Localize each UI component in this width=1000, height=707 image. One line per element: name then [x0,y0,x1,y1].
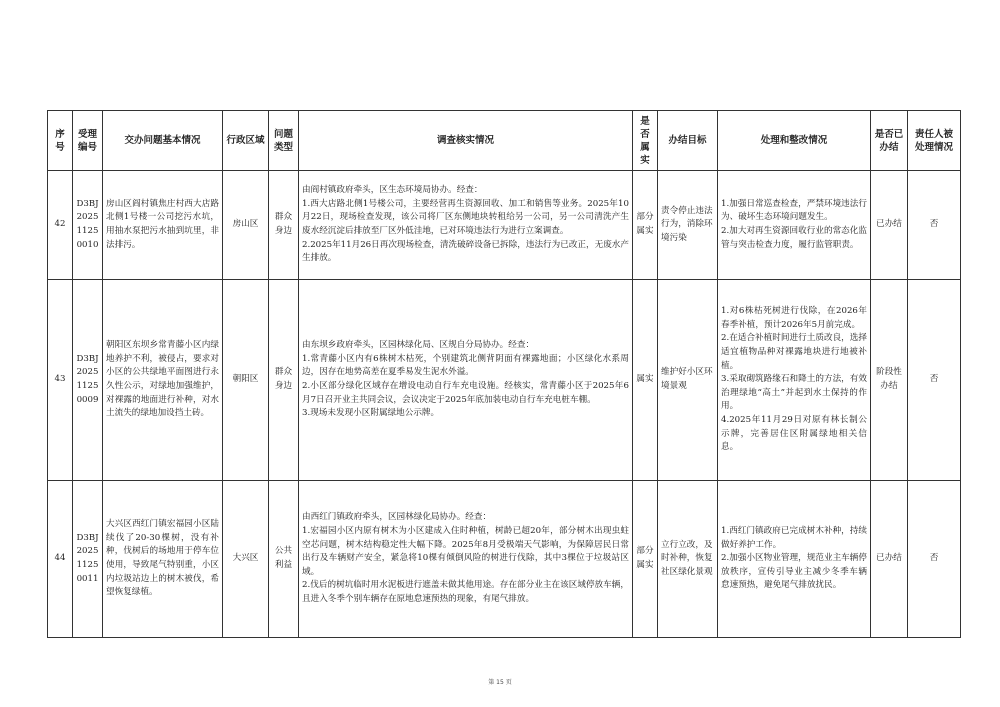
investigation-line: 2.2025年11月26日再次现场检查，清洗破碎设备已拆除，违法行为已改正，无废水产生排放。 [302,239,629,264]
handling-line: 1.对6株枯死树进行伐除，在2026年春季补植，预计2026年5月前完成。 [721,306,867,330]
investigation-line: 2.伐后的树坑临时用水泥板进行遮盖未做其他用途。存在部分业主在该区域停放车辆，且进入冬季个别车辆存在原地怠速预热的现象，有尾气排放。 [302,580,629,604]
cell-issue: 房山区阎村镇焦庄村西大店路北侧1号楼一公司挖污水坑，用抽水泵把污水抽到坑里，非法排污。 [103,171,223,280]
investigation-line: 由东坝乡政府牵头，区园林绿化局、区规自分局协办。经查： [302,340,535,351]
cell-responsible: 否 [908,171,961,280]
header-accept-no: 受理编号 [73,111,103,171]
cell-is-true: 属实 [633,280,658,481]
page-number: 第 15 页 [488,679,512,686]
cell-investigation [299,280,633,481]
cell-seq: 43 [48,280,73,481]
investigation-line: 由西红门镇政府牵头，区园林绿化局协办。经查： [302,512,492,523]
handling-line: 2.在适合补植时间进行土质改良，选择适宜植物品种对裸露地块进行地被补植。 [721,333,867,371]
investigation-line: 1.西大店路北侧1号楼公司，主要经营再生资源回收、加工和销售等业务。2025年10月22日，现场检查发现，该公司将厂区东侧地块转租给另一公司，另一公司清洗产生废水经沉淀后排放至厂区外低洼地，已对环境违法行为进行立案调查。 [302,198,629,236]
header-district: 行政区域 [223,111,269,171]
header-responsible: 责任人被处理情况 [908,111,961,171]
cell-goal: 维护好小区环境景观 [658,280,718,481]
cell-seq: 42 [48,171,73,280]
header-handling: 处理和整改情况 [718,111,871,171]
table-row [48,280,961,481]
cell-issue: 大兴区西红门镇宏福园小区陆续伐了20-30棵树，没有补种，伐树后的场地用于停车位使用，导致尾气特别重，小区内垃圾站边上的树木被伐，希望恢复绿植。 [103,481,223,638]
cell-district: 房山区 [223,171,269,280]
investigation-line: 1.宏福园小区内原有树木为小区建成入住时种植，树龄已超20年，部分树木出现虫蛀空芯问题，树木结构稳定性大幅下降。2025年8月受极端天气影响，为保障居民日常出行及车辆财产安全，紧急将10棵有倾倒风险的树进行伐除，其中3棵位于垃圾站区域。 [302,526,629,577]
cell-done: 已办结 [871,171,908,280]
investigation-line: 3.现场未发现小区附属绿地公示牌。 [302,408,440,419]
header-is-true: 是否属实 [633,111,658,171]
cell-handling [718,481,871,638]
cell-accept-no: D3BJ202511250011 [73,481,103,638]
cell-type: 公共利益 [269,481,299,638]
investigation-line: 由阎村镇政府牵头，区生态环境局协办。经查： [302,185,483,196]
cell-responsible: 否 [908,280,961,481]
header-investigation: 调查核实情况 [299,111,633,171]
header-seq: 序号 [48,111,73,171]
cell-goal: 立行立改，及时补种，恢复社区绿化景观 [658,481,718,638]
cell-accept-no: D3BJ202511250010 [73,171,103,280]
handling-line: 2.加强小区物业管理，规范业主车辆停放秩序，宣传引导业主减少冬季车辆怠速预热，避免尾气排放扰民。 [721,553,867,591]
cell-investigation [299,171,633,280]
investigation-line: 2.小区部分绿化区域存在增设电动自行车充电设施。经核实，常青藤小区于2025年6月7日召开业主共同会议，会议决定于2025年底加装电动自行车充电桩车棚。 [302,381,629,405]
cell-investigation [299,481,633,638]
header-type: 问题类型 [269,111,299,171]
handling-line: 2.加大对再生资源回收行业的常态化监管与突击检查力度，履行监管职责。 [721,226,867,250]
handling-line: 1.加强日常巡查检查，严禁环境违法行为、破坏生态环境问题发生。 [721,198,867,223]
cell-handling [718,171,871,280]
header-issue: 交办问题基本情况 [103,111,223,171]
handling-line: 4.2025年11月29日对原有林长制公示牌，完善居住区附属绿地相关信息。 [721,414,867,453]
cell-type: 群众身边 [269,171,299,280]
header-goal: 办结目标 [658,111,718,171]
cell-district: 大兴区 [223,481,269,638]
cell-seq: 44 [48,481,73,638]
cell-is-true: 部分属实 [633,171,658,280]
cell-accept-no: D3BJ202511250009 [73,280,103,481]
cell-is-true: 部分属实 [633,481,658,638]
cell-responsible: 否 [908,481,961,638]
header-row [48,111,961,171]
cell-issue: 朝阳区东坝乡常青藤小区内绿地养护不利，被侵占，要求对小区的公共绿地平面图进行永久性公示，对绿地加强维护，对裸露的地面进行补种，对水土流失的绿地加设挡土砖。 [103,280,223,481]
cell-handling [718,280,871,481]
header-done: 是否已办结 [871,111,908,171]
handling-line: 1.西红门镇政府已完成树木补种，持续做好养护工作。 [721,526,867,550]
handling-line: 3.采取砌筑路缘石和降土的方法，有效治理绿地“高土”并起到水土保持的作用。 [721,374,867,412]
cell-goal: 责令停止违法行为，消除环境污染 [658,171,718,280]
cell-district: 朝阳区 [223,280,269,481]
investigation-line: 1.常青藤小区内有6株树木枯死，个别建筑北侧背阴面有裸露地面；小区绿化水系周边，因存在地势高差在夏季易发生泥水外溢。 [302,353,629,378]
cell-done: 已办结 [871,481,908,638]
table-row [48,171,961,280]
table-row [48,481,961,638]
case-table [47,110,961,638]
cell-done: 阶段性办结 [871,280,908,481]
cell-type: 群众身边 [269,280,299,481]
